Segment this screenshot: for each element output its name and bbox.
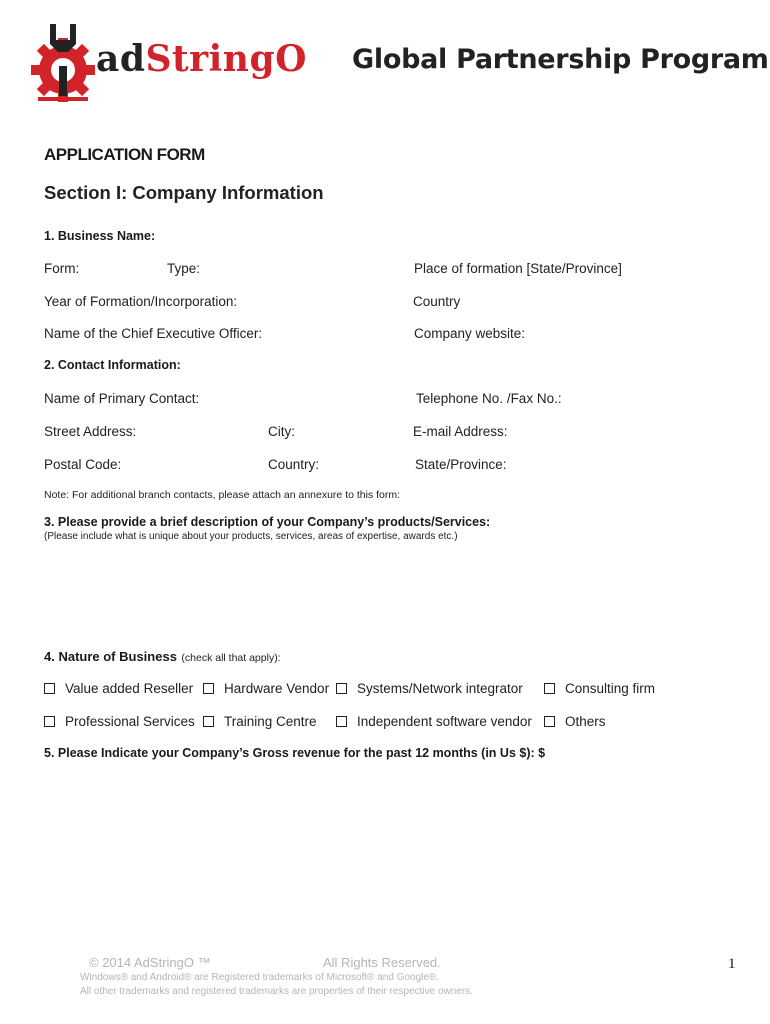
checkbox[interactable] xyxy=(203,716,214,727)
products-hint: (Please include what is unique about your products, services, areas of expertise, awards etc.) xyxy=(44,531,458,542)
telephone-fax-label: Telephone No. /Fax No.: xyxy=(416,391,562,406)
gross-revenue-heading: 5. Please Indicate your Company’s Gross revenue for the past 12 months (in Us $): $ xyxy=(44,746,546,760)
option-label: Systems/Network integrator xyxy=(357,681,523,696)
logo-wordmark xyxy=(96,38,307,80)
nature-heading-text: 4. Nature of Business xyxy=(44,649,177,664)
products-heading: 3. Please provide a brief description of your Company’s products/Services: xyxy=(44,515,491,529)
postal-code-label: Postal Code: xyxy=(44,457,122,472)
contact-info-heading: 2. Contact Information: xyxy=(44,358,181,372)
program-title: Global Partnership Program xyxy=(352,44,769,75)
option-others[interactable] xyxy=(544,714,606,729)
checkbox[interactable] xyxy=(544,683,555,694)
checkbox[interactable] xyxy=(203,683,214,694)
option-label: Consulting firm xyxy=(565,681,656,696)
country-label: Country xyxy=(413,294,461,309)
section-title: Section I: Company Information xyxy=(44,182,324,203)
option-label: Others xyxy=(565,714,606,729)
footer-copyright: © 2014 AdStringO ™ xyxy=(89,955,211,970)
type-label: Type: xyxy=(167,261,201,276)
company-website-label: Company website: xyxy=(414,326,526,341)
nature-hint: (check all that apply): xyxy=(181,652,281,664)
option-independent-software-vendor[interactable] xyxy=(336,714,532,729)
primary-contact-label: Name of Primary Contact: xyxy=(44,391,200,406)
business-name-heading: 1. Business Name: xyxy=(44,229,156,243)
checkbox[interactable] xyxy=(336,716,347,727)
street-address-label: Street Address: xyxy=(44,424,137,439)
form-label: Form: xyxy=(44,261,80,276)
option-hardware-vendor[interactable] xyxy=(203,681,329,696)
ceo-name-label: Name of the Chief Executive Officer: xyxy=(44,326,263,341)
option-label: Hardware Vendor xyxy=(224,681,330,696)
option-consulting-firm[interactable] xyxy=(544,681,655,696)
logo-text-stringo: StringO xyxy=(145,38,307,80)
branch-contacts-note: Note: For additional branch contacts, please attach an annexure to this form: xyxy=(44,489,401,501)
logo-text-ad: ad xyxy=(96,38,146,80)
state-province-label: State/Province: xyxy=(415,457,507,472)
option-label: Value added Reseller xyxy=(65,681,194,696)
year-formation-label: Year of Formation/Incorporation: xyxy=(44,294,238,309)
option-value-added-reseller[interactable] xyxy=(44,681,193,696)
footer-trademark-line1: Windows® and Android® are Registered trademarks of Microsoft® and Google®. xyxy=(80,972,440,983)
checkbox[interactable] xyxy=(544,716,555,727)
option-label: Training Centre xyxy=(224,714,317,729)
nature-of-business-heading xyxy=(44,648,281,666)
contact-country-label: Country: xyxy=(268,457,320,472)
place-of-formation-label: Place of formation [State/Province] xyxy=(414,261,622,276)
option-professional-services[interactable] xyxy=(44,714,195,729)
option-label: Professional Services xyxy=(65,714,195,729)
page-number: 1 xyxy=(728,956,736,972)
email-address-label: E-mail Address: xyxy=(413,424,508,439)
option-systems-network-integrator[interactable] xyxy=(336,681,523,696)
checkbox[interactable] xyxy=(44,683,55,694)
footer-trademark-line2: All other trademarks and registered trademarks are properties of their respective owners. xyxy=(80,986,473,997)
form-title: APPLICATION FORM xyxy=(44,145,205,164)
option-training-centre[interactable] xyxy=(203,714,317,729)
city-label: City: xyxy=(268,424,295,439)
checkbox[interactable] xyxy=(336,683,347,694)
checkbox[interactable] xyxy=(44,716,55,727)
option-label: Independent software vendor xyxy=(357,714,532,729)
footer-rights: All Rights Reserved. xyxy=(323,955,441,970)
